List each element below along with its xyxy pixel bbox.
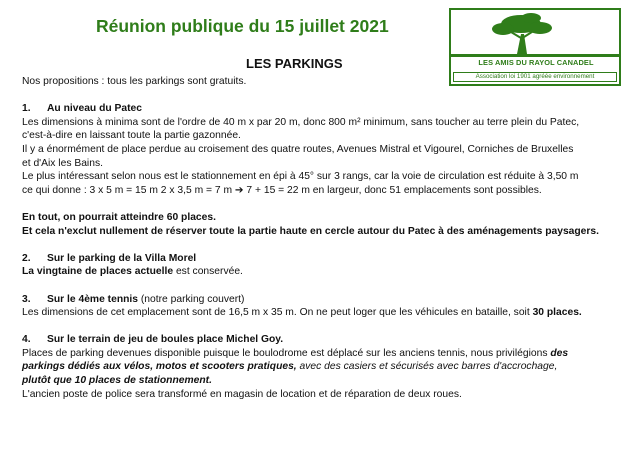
- section-4-line: L'ancien poste de police sera transformé en magasin de location et de réparation de deux roues.: [22, 388, 462, 400]
- section-4-line: Places de parking devenues disponible puisque le boulodrome est déplacé sur les anciens tennis, nous privilégions des: [22, 347, 569, 359]
- section-1-title: [22, 102, 634, 116]
- section-number: 4.: [22, 334, 31, 346]
- section-title: Sur le parking de la Villa Morel: [47, 252, 197, 264]
- section-title: Sur le 4ème tennis: [47, 293, 138, 305]
- section-heading: LES PARKINGS: [246, 56, 343, 71]
- logo-name: LES AMIS DU RAYOL CANADEL: [478, 58, 594, 67]
- section-number: 2.: [22, 252, 31, 264]
- section-number: 1.: [22, 103, 31, 115]
- page-title: Réunion publique du 15 juillet 2021: [96, 16, 389, 36]
- section-4-line: plutôt que 10 places de stationnement.: [22, 375, 212, 387]
- section-title: Sur le terrain de jeu de boules place Michel Goy.: [47, 334, 284, 346]
- section-1-conclusion: En tout, on pourrait atteindre 60 places.: [22, 211, 216, 223]
- section-3-line: Les dimensions de cet emplacement sont de 16,5 m x 35 m. On ne peut loger que les véhicules en bataille, soit 30 places.: [22, 307, 582, 319]
- logo-subtitle: Association loi 1901 agréée environnement: [453, 72, 617, 82]
- section-title: Au niveau du Patec: [47, 103, 142, 115]
- intro-text: Nos propositions : tous les parkings sont gratuits.: [22, 76, 247, 87]
- section-1-line: Les dimensions à minima sont de l'ordre de 40 m x par 20 m, donc 800 m² minimum, sans toucher au terre plein du Patec,: [22, 116, 580, 128]
- section-1-line: Il y a énormément de place perdue au croisement des quatre routes, Avenues Mistral et Vigourel, Corniches de Bruxelles: [22, 143, 574, 155]
- section-2-line: La vingtaine de places actuelle est conservée.: [22, 266, 243, 278]
- section-1-line: ce qui donne : 3 x 5 m = 15 m 2 x 3,5 m = 7 m ➔ 7 + 15 = 22 m en largeur, donc 51 emplacements sont possibles.: [22, 184, 542, 196]
- section-2-title: [22, 252, 634, 266]
- section-4-title: [22, 333, 634, 347]
- section-1-line: Le plus intéressant selon nous est le stationnement en épi à 45° sur 3 rangs, car la voie de circulation est réduite à 3,50 m: [22, 171, 579, 183]
- section-number: 3.: [22, 293, 31, 305]
- section-3-title: 3. Sur le 4ème tennis (notre parking couvert): [22, 293, 245, 305]
- tree-icon: [451, 10, 619, 58]
- section-1-conclusion: Et cela n'exclut nullement de réserver toute la partie haute en cercle autour du Patec à des aménagements paysagers.: [22, 225, 600, 237]
- section-1-line: et d'Aix les Bains.: [22, 157, 103, 169]
- section-4-line: parkings dédiés aux vélos, motos et scooters pratiques, avec des casiers et sécurisés avec barres d'accrochage,: [22, 361, 558, 373]
- section-1-line: c'est-à-dire en laissant toute la partie gazonnée.: [22, 130, 241, 142]
- document-body: [22, 75, 634, 401]
